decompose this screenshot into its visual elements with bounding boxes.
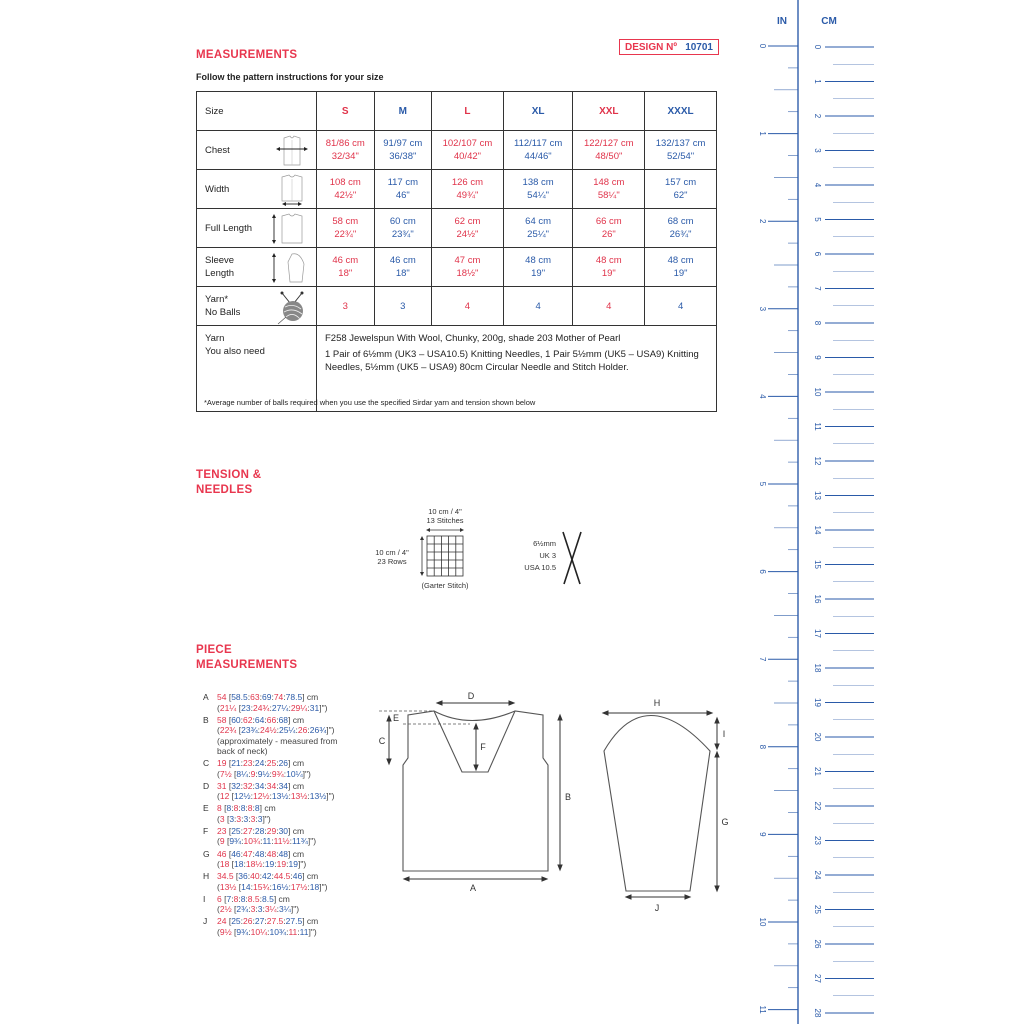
needle-size-labels [518,538,556,574]
measurement-row [197,170,717,209]
piece-values: 19 [21:23:24:25:26] cm (7½ [8¼:9:9½:9¾:10¼]") [217,758,311,779]
cm-number: 14 [812,525,822,535]
row-label [197,209,317,248]
piece-letter: I [203,893,206,904]
size-header-xl: XL [503,92,573,131]
size-header-m: M [374,92,432,131]
piece-values: 34.5 [36:40:42:44.5:46] cm (13½ [14:15¾:16½:17½:18]") [217,871,328,892]
ruler-cm-label: CM [821,16,837,27]
piece-letter: J [203,916,208,927]
row-label-text: Width [205,183,230,195]
cell-m: 117 cm 46" [374,170,432,209]
inch-number: 9 [757,832,767,837]
diagram-label-d: D [467,691,475,701]
width-garment-icon [274,174,310,210]
sleeve-outline [604,716,710,892]
tension-title-line-2: NEEDLES [196,484,253,496]
yarn-ball-icon [274,291,310,329]
inch-number: 6 [757,569,767,574]
cm-number: 2 [812,113,822,119]
row-label-text: Yarn* No Balls [205,294,241,318]
cell-l: 126 cm 49¾" [432,170,504,209]
piece-item-f [203,826,347,847]
diagram-label-f: F [480,742,486,752]
diagram-label-g: G [721,817,729,827]
inch-number: 5 [757,481,767,487]
measurement-row [197,287,717,326]
inch-number: 2 [757,218,767,224]
diagram-label-h: H [653,698,661,708]
measurements-table [196,91,717,412]
piece-item-i [203,894,347,915]
cell-l: 62 cm 24½" [432,209,504,248]
cm-number: 0 [812,44,822,50]
cell-xl: 64 cm 25¼" [503,209,573,248]
ruler-in-label: IN [777,16,787,27]
cm-number: 8 [812,320,822,326]
diagram-label-b: B [564,792,572,802]
cell-xxxl: 4 [645,287,717,326]
inch-number: 7 [757,656,767,662]
size-header-s: S [317,92,375,131]
cell-m: 46 cm 18" [374,248,432,287]
cm-number: 15 [812,560,822,569]
tension-swatch-grid-icon [420,528,470,580]
tension-width-text: 10 cm / 4" [428,507,462,516]
measurements-subtitle: Follow the pattern instructions for your size [196,72,384,82]
piece-item-a [203,692,347,713]
piece-letter: E [203,803,209,814]
measuring-ruler [740,0,900,1024]
cell-xxl: 148 cm 58¼" [573,170,645,209]
size-header-l: L [432,92,504,131]
cm-number: 17 [812,629,822,638]
sleeve-piece-diagram [590,685,740,925]
knitting-needles-icon [560,530,584,586]
diagram-label-c: C [378,736,386,746]
sleeve-length-icon [270,252,310,288]
tension-title-line-1: TENSION & [196,469,262,481]
cm-number: 25 [812,905,822,914]
piece-item-b [203,715,347,757]
piece-title-line-2: MEASUREMENTS [196,659,298,671]
tension-stitches-text: 13 Stitches [426,516,464,525]
cm-number: 11 [812,422,822,431]
row-label [197,248,317,287]
piece-values: 58 [60:62:64:66:68] cm (22¾ [23¾:24½:25¼:26:26¾]") (approximately - measured from back of neck) [217,714,338,757]
piece-letter: F [203,825,209,836]
body-piece-diagram [370,680,590,900]
cm-number: 21 [812,767,822,776]
piece-measurement-list [203,692,347,939]
row-label-text: Chest [205,144,230,156]
cell-l: 4 [432,287,504,326]
cell-xl: 48 cm 19" [503,248,573,287]
row-label-text: Sleeve Length [205,255,235,279]
tension-rows-text: 23 Rows [377,557,407,566]
measurement-row [197,209,717,248]
size-header-xxxl: XXXL [645,92,717,131]
cell-l: 102/107 cm 40/42" [432,131,504,170]
tension-height-text: 10 cm / 4" [375,548,409,557]
piece-item-d [203,781,347,802]
cm-number: 10 [812,387,822,397]
tension-height-label [366,548,418,566]
inch-number: 4 [757,394,767,399]
piece-letter: C [203,758,210,769]
cm-number: 23 [812,836,822,845]
cell-xl: 138 cm 54¼" [503,170,573,209]
cm-number: 1 [812,79,822,84]
cell-m: 60 cm 23¾" [374,209,432,248]
cm-number: 22 [812,801,822,811]
cell-s: 46 cm 18" [317,248,375,287]
cell-m: 91/97 cm 36/38" [374,131,432,170]
cell-s: 3 [317,287,375,326]
cm-number: 13 [812,491,822,500]
yarn-text: F258 Jewelspun With Wool, Chunky, 200g, shade 203 Mother of Pearl [325,333,621,344]
measurement-row [197,131,717,170]
tension-stitch-type: (Garter Stitch) [421,581,469,590]
piece-item-c [203,758,347,779]
cell-xxl: 66 cm 26" [573,209,645,248]
row-label-text: Full Length [205,222,253,234]
cell-xxxl: 48 cm 19" [645,248,717,287]
inch-number: 11 [757,1005,767,1014]
cm-number: 7 [812,286,822,291]
piece-letter: A [203,692,209,702]
tension-width-label [415,507,475,525]
piece-values: 23 [25:27:28:29:30] cm (9 [9¾:10¾:11:11½:11¾]") [217,825,317,847]
inch-number: 3 [757,306,767,312]
cm-number: 6 [812,251,822,257]
chest-garment-icon [274,135,310,171]
diagram-label-i: I [722,729,726,739]
design-number: 10701 [685,41,713,53]
piece-letter: B [203,714,209,725]
cell-xxxl: 132/137 cm 52/54" [645,131,717,170]
cell-xxxl: 157 cm 62" [645,170,717,209]
row-label [197,170,317,209]
piece-letter: H [203,871,210,882]
piece-title-line-1: PIECE [196,644,233,656]
piece-item-j [203,916,347,937]
cell-s: 58 cm 22¾" [317,209,375,248]
piece-values: 54 [58.5:63:69:74:78.5] cm (21¼ [23:24¾:27¼:29¼:31]") [217,692,328,713]
piece-values: 6 [7:8:8:8.5:8.5] cm (2½ [2¾:3:3:3¼:3¼]") [217,893,300,915]
needs-text: 1 Pair of 6½mm (UK3 – USA10.5) Knitting Needles, 1 Pair 5½mm (UK5 – USA9) Knitting Needles, 5½mm (UK5 – USA9) 80cm Circular Needle and Stitch Holder. [325,349,699,373]
you-also-need-label: You also need [205,346,265,357]
footnote: *Average number of balls required when you use the specified Sirdar yarn and tension shown below [204,398,536,407]
measurement-row [197,248,717,287]
cell-xl: 4 [503,287,573,326]
piece-values: 8 [8:8:8:8:8] cm (3 [3:3:3:3:3]") [217,803,276,824]
piece-measurements-title [196,643,297,673]
cm-number: 24 [812,870,822,880]
piece-values: 46 [46:47:48:48:48] cm (18 [18:18½:19:19:19]") [217,848,307,870]
tension-title [196,468,261,498]
piece-letter: D [203,780,210,791]
diagram-label-j: J [654,903,660,913]
inch-number: 0 [757,43,767,49]
cm-number: 3 [812,148,822,153]
cell-s: 81/86 cm 32/34" [317,131,375,170]
cell-xl: 112/117 cm 44/46" [503,131,573,170]
cm-number: 4 [812,182,822,188]
cell-s: 108 cm 42½" [317,170,375,209]
row-label [197,287,317,326]
cm-number: 19 [812,698,822,707]
cm-number: 26 [812,939,822,949]
size-label: Size [197,92,317,131]
design-number-box [619,39,719,55]
diagram-label-a: A [469,883,477,893]
inch-number: 8 [757,744,767,750]
row-label [197,131,317,170]
inch-number: 1 [757,131,767,136]
cell-xxl: 4 [573,287,645,326]
needle-uk: UK 3 [539,551,556,560]
piece-values: 31 [32:32:34:34:34] cm (12 [12½:12½:13½:13½:13½]") [217,780,335,802]
needle-usa: USA 10.5 [524,563,556,572]
piece-values: 24 [25:26:27:27.5:27.5] cm (9½ [9¾:10¼:10¾:11:11]") [217,916,319,937]
measurements-title: MEASUREMENTS [196,49,298,61]
cm-number: 20 [812,732,822,742]
cell-m: 3 [374,287,432,326]
inch-number: 10 [757,917,767,927]
needle-mm: 6½mm [533,539,556,548]
cm-number: 16 [812,594,822,604]
design-number-label: DESIGN Nº [625,41,677,53]
cm-number: 28 [812,1008,822,1018]
piece-letter: G [203,848,210,859]
diagram-label-e: E [392,713,400,723]
cell-xxxl: 68 cm 26¾" [645,209,717,248]
cell-xxl: 122/127 cm 48/50" [573,131,645,170]
piece-item-h [203,871,347,892]
length-garment-icon [270,213,310,249]
cell-l: 47 cm 18½" [432,248,504,287]
size-header-xxl: XXL [573,92,645,131]
cm-number: 12 [812,456,822,466]
cm-number: 18 [812,663,822,673]
piece-item-g [203,849,347,870]
piece-item-e [203,803,347,824]
cell-xxl: 48 cm 19" [573,248,645,287]
size-header-row [197,92,717,131]
cm-number: 9 [812,355,822,360]
cm-number: 5 [812,217,822,222]
cm-number: 27 [812,974,822,983]
yarn-label: Yarn [205,333,225,344]
